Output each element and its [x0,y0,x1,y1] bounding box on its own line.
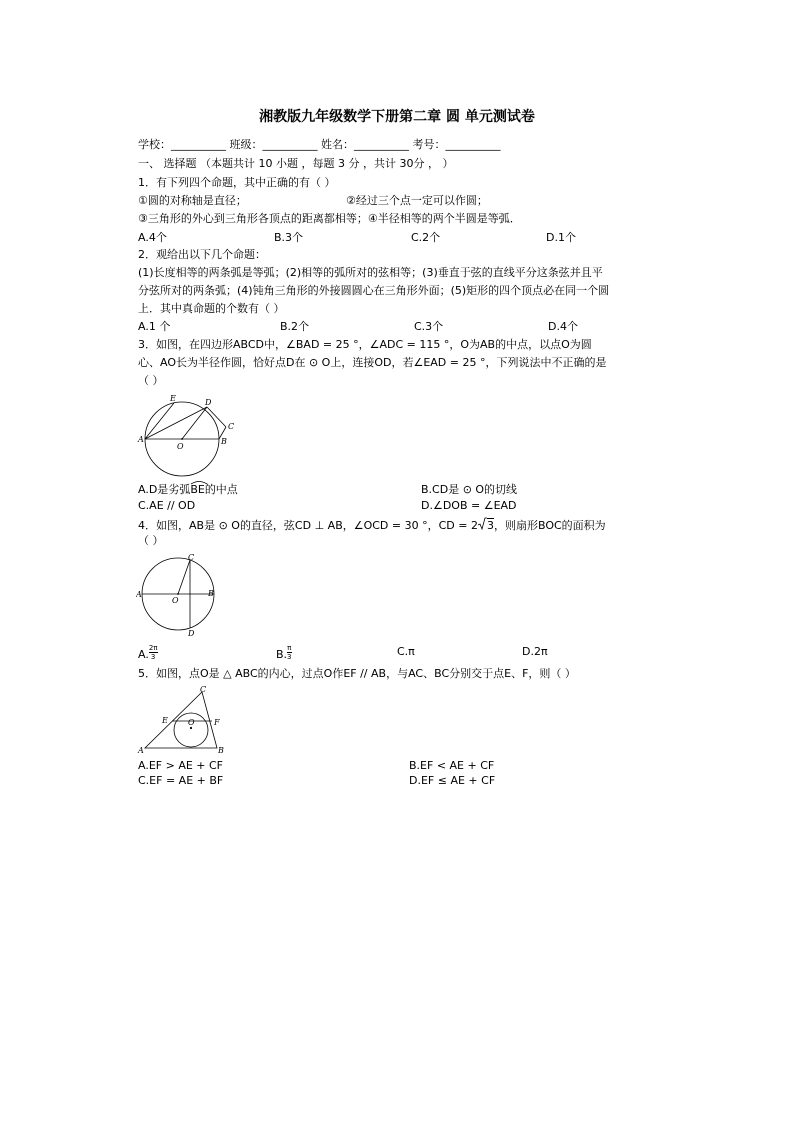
q4-option-b-numerator: π [287,644,292,652]
q4-line-1 [138,517,606,533]
q1-statement-2: ②经过三个点一定可以作圆； [346,194,488,207]
q3-option-a-arc-label: BE [190,483,205,496]
q5-label-f: F [214,718,220,727]
q1-statement-1: ①圆的对称轴是直径； [138,194,247,207]
page-title: 湘教版九年级数学下册第二章 圆 单元测试卷 [259,109,535,125]
student-info-line: 学校：__________ 班级：__________ 姓名：__________ 考号：__________ [138,138,501,151]
q2-option-b: B.2个 [280,320,310,333]
q2-stem: 2．观给出以下几个命题： [138,248,266,261]
q4-label-b: B [208,589,214,598]
q2-option-d: D.4个 [548,320,578,333]
q4-sqrt-value: 3 [486,519,494,532]
q5-option-a: A.EF > AE + CF [138,759,224,772]
q4-option-a-denominator: 3 [150,653,156,661]
q2-line-1: (1)长度相等的两条弧是等弧；(2)相等的弧所对的弦相等；(3)垂直于弦的直线平分这条弦并且平 [138,266,603,279]
q5-label-o: O [188,718,195,727]
q3-option-a [138,483,238,497]
q4-center-dot [177,593,179,595]
q4-option-a-numerator: 2π [148,644,158,652]
q3-label-b: B [221,437,227,446]
q4-option-a-letter: A. [138,648,149,661]
q3-center-dot [181,438,183,440]
q3-segment-od [182,407,207,439]
q3-label-e: E [170,394,176,403]
q4-label-d: D [188,629,195,636]
q4-option-b-fraction [287,644,291,661]
q3-option-a-tail: 的中点 [204,483,238,496]
q4-sqrt [478,517,494,533]
q3-label-a: A [138,435,144,444]
q2-line-3: 上．其中真命题的个数有（ ） [138,302,285,315]
q3-line-3: （ ） [138,374,164,387]
q3-option-d: D.∠DOB = ∠EAD [421,499,517,512]
q5-label-a: A [138,746,144,755]
q3-line-1: 3．如图，在四边形ABCD中，∠BAD = 25 °，∠ADC = 115 °，O为AB的中点，以点O为圆 [138,338,592,351]
q5-option-d: D.EF ≤ AE + CF [409,774,496,787]
q4-option-b-letter: B. [276,648,288,661]
q5-line-1: 5．如图，点O是 △ ABC的内心，过点O作EF // AB，与AC、BC分别交于点E、F，则（ ） [138,667,576,680]
q3-option-c: C.AE // OD [138,499,196,512]
section-heading: 一、 选择题 （本题共计 10 小题 ，每题 3 分 ，共计 30分 ， ） [138,157,454,170]
q3-label-d: D [205,398,212,407]
q3-option-a-text: A.D是劣弧 [138,483,191,496]
q2-option-c: C.3个 [414,320,444,333]
q3-option-b: B.CD是 ⊙ O的切线 [421,483,518,496]
q5-label-c: C [200,685,207,694]
sqrt-icon [478,517,487,531]
q3-segment-ad [145,407,207,439]
q3-segment-dc [207,407,226,427]
q1-option-b: B.3个 [274,231,304,244]
q3-option-a-arc [190,483,205,497]
q3-line-2: 心、AO长为半径作圆，恰好点D在 ⊙ O上，连接OD，若∠EAD = 25 °，下列说法中不正确的是 [138,356,607,369]
q4-option-b [276,644,292,661]
q1-option-a: A.4个 [138,231,167,244]
q4-option-a-fraction [149,644,158,661]
q4-line-1-pre: 4．如图，AB是 ⊙ O的直径，弦CD ⊥ AB，∠OCD = 30 °，CD = 2 [138,519,478,532]
q5-option-c: C.EF = AE + BF [138,774,224,787]
q4-radius-oc [178,560,190,594]
q4-option-b-denominator: 3 [287,653,292,661]
q1-statement-3-4: ③三角形的外心到三角形各顶点的距离都相等；④半径相等的两个半圆是等弧． [138,212,521,225]
q5-option-b: B.EF < AE + CF [409,759,495,772]
q3-figure [136,392,240,482]
q1-option-c: C.2个 [411,231,441,244]
q2-option-a: A.1 个 [138,320,171,333]
q4-figure [136,552,220,636]
q2-line-2: 分弦所对的两条弧；(4)钝角三角形的外接圆圆心在三角形外面；(5)矩形的四个顶点必在同一个圆 [138,284,610,297]
q1-stem: 1．有下列四个命题，其中正确的有（ ） [138,176,336,189]
arc-mark-icon [190,480,208,485]
q4-option-c: C.π [397,645,415,658]
q1-option-d: D.1个 [546,231,576,244]
q4-label-c: C [188,553,195,562]
q4-line-2: （ ） [138,534,164,547]
q5-label-e: E [162,716,168,725]
q4-label-o: O [172,596,179,605]
q4-label-a: A [136,590,142,599]
q4-option-a [138,644,158,661]
q5-label-b: B [218,746,224,755]
q5-figure [136,685,232,755]
q5-incenter-dot [190,727,192,729]
q3-label-o: O [177,442,184,451]
q3-label-c: C [228,422,235,431]
q5-triangle-abc [145,692,217,748]
q4-line-1-post: ，则扇形BOC的面积为 [493,519,606,532]
q4-option-d: D.2π [522,645,548,658]
